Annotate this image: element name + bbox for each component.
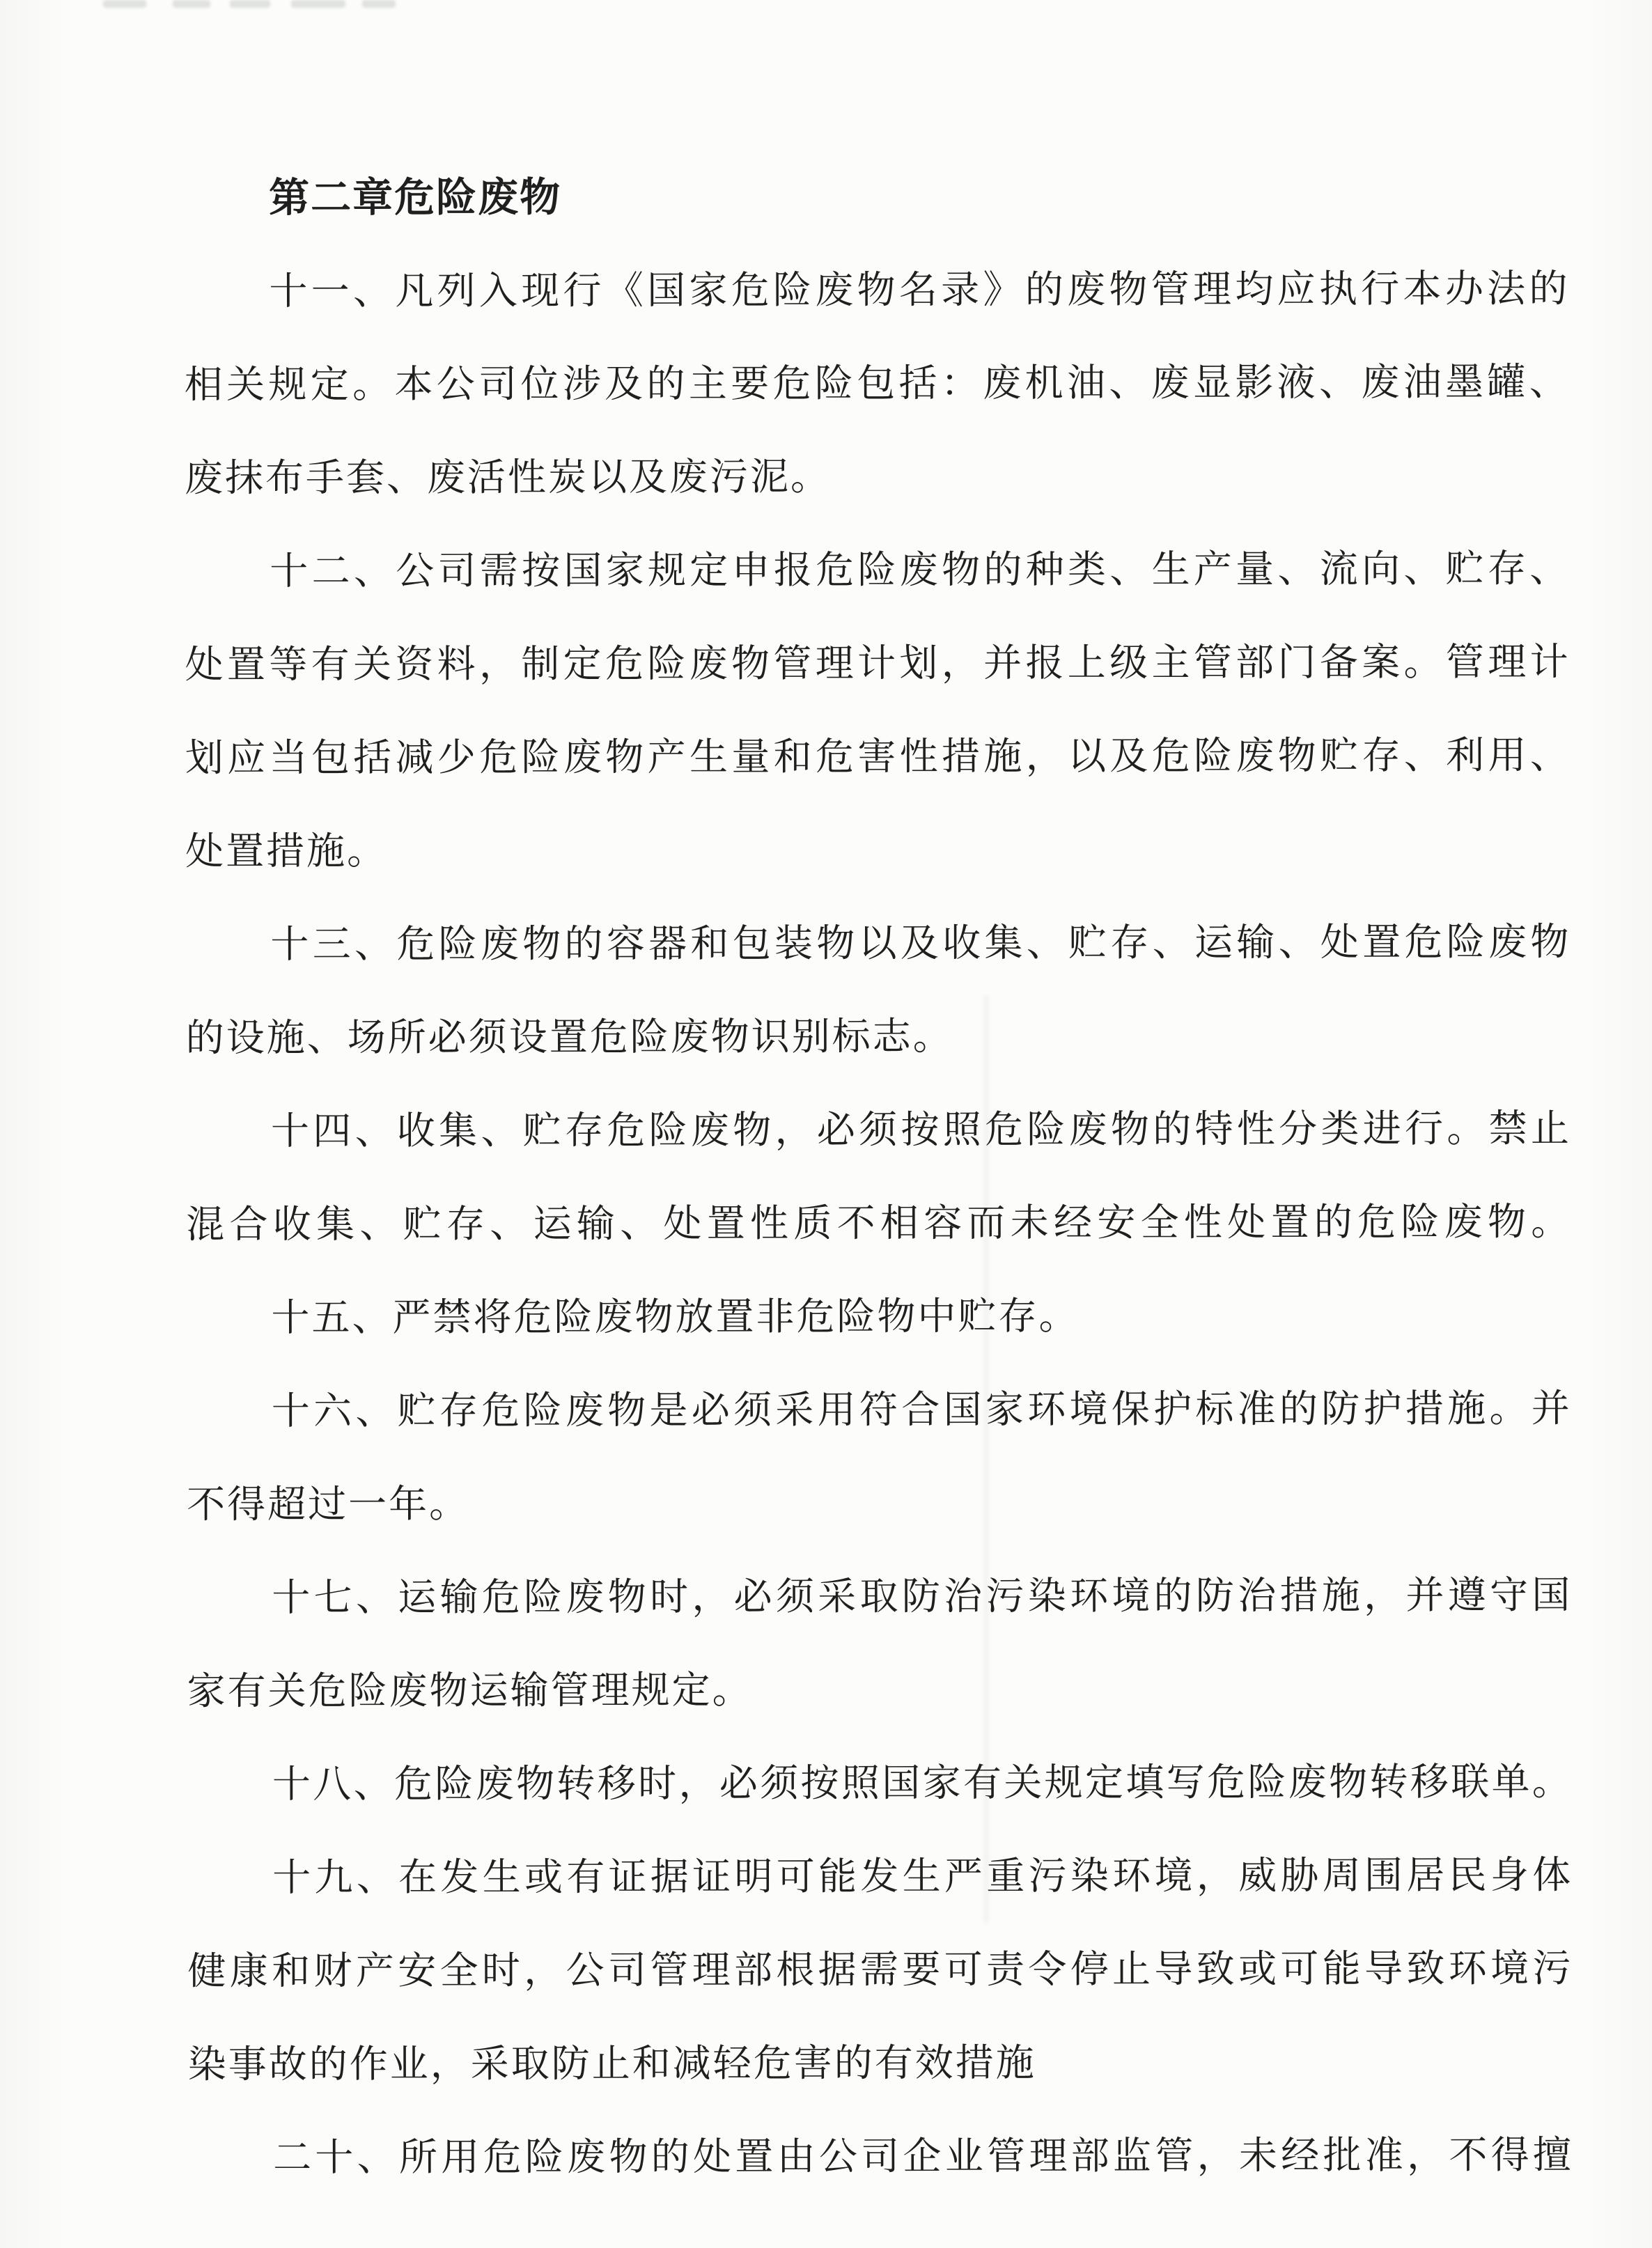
paragraph-line: 十九、在发生或有证据证明可能发生严重污染环境，威胁周围居民身体 [272,1853,1571,1899]
paragraph-line: 十二、公司需按国家规定申报危险废物的种类、生产量、流向、贮存、 [270,547,1568,593]
scan-artifact [103,0,146,8]
paragraph-line: 混合收集、贮存、运输、处置性质不相容而未经安全性处置的危险废物。 [186,1200,1570,1246]
scan-artifact [230,0,270,8]
paragraph-line: 十四、收集、贮存危险废物，必须按照危险废物的特性分类进行。禁止 [270,1107,1570,1153]
scan-artifact [362,0,396,8]
paragraph-line: 废抹布手套、废活性炭以及废污泥。 [184,455,832,499]
paragraph-line: 二十、所用危险废物的处置由公司企业管理部监管，未经批准，不得擅 [272,2133,1572,2179]
paragraph-line: 十八、危险废物转移时，必须按照国家有关规定填写危险废物转移联单。 [272,1760,1571,1806]
chapter-heading: 第二章危险废物 [269,174,562,221]
paragraph-line: 十一、凡列入现行《国家危险废物名录》的废物管理均应执行本办法的 [269,267,1568,313]
paragraph-line: 家有关危险废物运输管理规定。 [187,1669,753,1712]
paragraph-line: 十七、运输危险废物时，必须采取防治污染环境的防治措施，并遵守国 [272,1573,1571,1619]
paragraph-line: 的设施、场所必须设置危险废物识别标志。 [185,1015,953,1059]
paragraph-line: 十五、严禁将危险废物放置非危险物中贮存。 [271,1295,1080,1339]
scan-artifact [173,0,210,8]
document-body [184,149,1571,2205]
paragraph-line: 不得超过一年。 [187,1483,470,1526]
paragraph-line: 健康和财产安全时，公司管理部根据需要可责令停止导致或可能导致环境污 [187,1946,1571,1992]
paragraph-line: 相关规定。本公司位涉及的主要危险包括：废机油、废显影液、废油墨罐、 [184,360,1568,406]
paragraph-line: 十六、贮存危险废物是必须采用符合国家环境保护标准的防护措施。并 [271,1387,1570,1433]
scan-artifact [291,0,345,8]
paragraph-line: 处置等有关资料，制定危险废物管理计划，并报上级主管部门备案。管理计 [185,640,1568,686]
paragraph-line: 划应当包括减少危险废物产生量和危害性措施，以及危险废物贮存、利用、 [185,733,1568,779]
paragraph-line: 染事故的作业，采取防止和减轻危害的有效措施 [187,2041,1036,2086]
paragraph-line: 处置措施。 [185,829,388,873]
paragraph-line: 十三、危险废物的容器和包装物以及收集、贮存、运输、处置危险废物 [270,920,1569,966]
